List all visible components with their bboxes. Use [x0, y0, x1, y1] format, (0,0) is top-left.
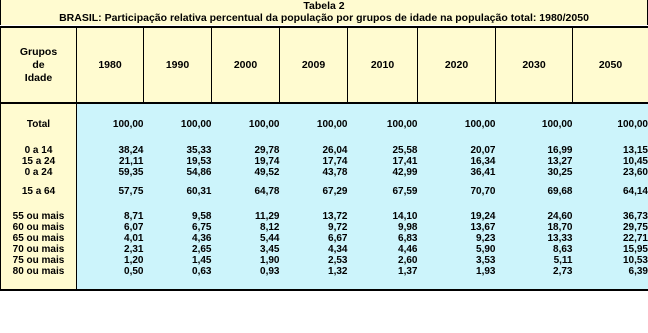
- table-cell: 20,07: [418, 145, 496, 156]
- table-cell: 9,23: [418, 233, 496, 244]
- table-row: [1, 222, 648, 233]
- row-label: 60 ou mais: [1, 222, 77, 233]
- table-cell: 42,99: [348, 167, 418, 178]
- header-year: 2000: [212, 27, 280, 103]
- table-row: [1, 186, 648, 197]
- table-cell: 67,29: [280, 186, 348, 197]
- table-cell: 26,04: [280, 145, 348, 156]
- table-cell: 0,50: [77, 266, 144, 277]
- table-cell: 67,59: [348, 186, 418, 197]
- table-cell: 14,10: [348, 211, 418, 222]
- table-cell: 2,31: [77, 244, 144, 255]
- table-row: [1, 211, 648, 222]
- table-cell: 29,78: [212, 145, 280, 156]
- table-cell: 60,31: [144, 186, 212, 197]
- table-cell: 13,33: [496, 233, 573, 244]
- table-cell: 4,36: [144, 233, 212, 244]
- table-cell: 25,58: [348, 145, 418, 156]
- spacer-row: [1, 277, 648, 290]
- table-cell: 2,53: [280, 255, 348, 266]
- table-cell: 5,11: [496, 255, 573, 266]
- table-cell: 6,83: [348, 233, 418, 244]
- table-cell: 59,35: [77, 167, 144, 178]
- table-cell: 19,53: [144, 156, 212, 167]
- spacer-row: [1, 131, 648, 145]
- header-group: [1, 27, 77, 103]
- row-label: 0 a 14: [1, 145, 77, 156]
- header-year: 2020: [418, 27, 496, 103]
- table-cell: 13,27: [496, 156, 573, 167]
- header-group-line3: Idade: [24, 71, 53, 84]
- table-cell: 13,15: [573, 145, 648, 156]
- table-cell: 64,14: [573, 186, 648, 197]
- table-cell: 8,12: [212, 222, 280, 233]
- table-cell: 10,45: [573, 156, 648, 167]
- table-cell: 100,00: [496, 118, 573, 131]
- table-cell: 100,00: [144, 118, 212, 131]
- table-row: [1, 145, 648, 156]
- header-group-line1: Grupos: [19, 45, 58, 58]
- table-cell: 100,00: [573, 118, 648, 131]
- header-year: 1980: [77, 27, 144, 103]
- table-cell: 22,71: [573, 233, 648, 244]
- header-year: 2050: [573, 27, 648, 103]
- table-cell: 100,00: [348, 118, 418, 131]
- table-cell: 3,45: [212, 244, 280, 255]
- table-cell: 36,41: [418, 167, 496, 178]
- table-row: [1, 167, 648, 178]
- table-cell: 16,34: [418, 156, 496, 167]
- table-cell: 5,90: [418, 244, 496, 255]
- spacer-row: [1, 103, 648, 118]
- table-cell: 11,29: [212, 211, 280, 222]
- table-cell: 16,99: [496, 145, 573, 156]
- table-cell: 2,73: [496, 266, 573, 277]
- table-cell: 6,39: [573, 266, 648, 277]
- row-label: 55 ou mais: [1, 211, 77, 222]
- table-body: [1, 103, 648, 290]
- table-row: [1, 118, 648, 131]
- row-label: Total: [1, 118, 77, 131]
- table-cell: 13,72: [280, 211, 348, 222]
- table-cell: 15,95: [573, 244, 648, 255]
- table-cell: 54,86: [144, 167, 212, 178]
- table-cell: 4,46: [348, 244, 418, 255]
- table-cell: 6,67: [280, 233, 348, 244]
- table-cell: 0,93: [212, 266, 280, 277]
- table-cell: 6,07: [77, 222, 144, 233]
- table-cell: 35,33: [144, 145, 212, 156]
- population-share-table: [0, 26, 648, 291]
- row-label: 70 ou mais: [1, 244, 77, 255]
- table-cell: 6,75: [144, 222, 212, 233]
- header-year: 1990: [144, 27, 212, 103]
- table-cell: 69,68: [496, 186, 573, 197]
- table-cell: 100,00: [280, 118, 348, 131]
- row-label: 75 ou mais: [1, 255, 77, 266]
- header-year: 2010: [348, 27, 418, 103]
- table-cell: 17,74: [280, 156, 348, 167]
- header-year: 2030: [496, 27, 573, 103]
- table-cell: 38,24: [77, 145, 144, 156]
- row-label: 15 a 64: [1, 186, 77, 197]
- row-label: 65 ou mais: [1, 233, 77, 244]
- table-cell: 3,53: [418, 255, 496, 266]
- table-cell: 2,65: [144, 244, 212, 255]
- table-cell: 57,75: [77, 186, 144, 197]
- table-cell: 43,78: [280, 167, 348, 178]
- table-cell: 9,98: [348, 222, 418, 233]
- table-cell: 4,34: [280, 244, 348, 255]
- spacer-row: [1, 197, 648, 211]
- table-cell: 49,52: [212, 167, 280, 178]
- table-header-row: [1, 27, 648, 103]
- table-cell: 8,63: [496, 244, 573, 255]
- table-cell: 1,37: [348, 266, 418, 277]
- table-row: [1, 156, 648, 167]
- table-subtitle: BRASIL: Participação relativa percentual da população por grupos de idade na população total: 1980/2050: [59, 12, 589, 24]
- table-cell: 5,44: [212, 233, 280, 244]
- table-row: [1, 255, 648, 266]
- table-cell: 100,00: [212, 118, 280, 131]
- table-cell: 9,58: [144, 211, 212, 222]
- table-cell: 1,45: [144, 255, 212, 266]
- table-cell: 100,00: [418, 118, 496, 131]
- table-row: [1, 266, 648, 277]
- table-cell: 30,25: [496, 167, 573, 178]
- table-cell: 100,00: [77, 118, 144, 131]
- table-cell: 1,90: [212, 255, 280, 266]
- row-label: 80 ou mais: [1, 266, 77, 277]
- table-cell: 1,32: [280, 266, 348, 277]
- header-group-line2: de: [32, 58, 45, 71]
- table-cell: 0,63: [144, 266, 212, 277]
- table-cell: 64,78: [212, 186, 280, 197]
- table-cell: 1,20: [77, 255, 144, 266]
- table-cell: 4,01: [77, 233, 144, 244]
- table-cell: 24,60: [496, 211, 573, 222]
- table-cell: 19,74: [212, 156, 280, 167]
- table-cell: 2,60: [348, 255, 418, 266]
- table-cell: 21,11: [77, 156, 144, 167]
- table-cell: 9,72: [280, 222, 348, 233]
- row-label: 0 a 24: [1, 167, 77, 178]
- table-cell: 1,93: [418, 266, 496, 277]
- table-cell: 70,70: [418, 186, 496, 197]
- table-cell: 17,41: [348, 156, 418, 167]
- table-cell: 19,24: [418, 211, 496, 222]
- table-cell: 10,53: [573, 255, 648, 266]
- table-row: [1, 233, 648, 244]
- row-label: 15 a 24: [1, 156, 77, 167]
- table-cell: 36,73: [573, 211, 648, 222]
- spacer-row: [1, 178, 648, 186]
- table-row: [1, 244, 648, 255]
- table-cell: 23,60: [573, 167, 648, 178]
- table-cell: 18,70: [496, 222, 573, 233]
- table-title: Tabela 2: [303, 0, 345, 12]
- table-cell: 13,67: [418, 222, 496, 233]
- table-cell: 29,75: [573, 222, 648, 233]
- header-year: 2009: [280, 27, 348, 103]
- table-caption: [0, 0, 648, 25]
- table-cell: 8,71: [77, 211, 144, 222]
